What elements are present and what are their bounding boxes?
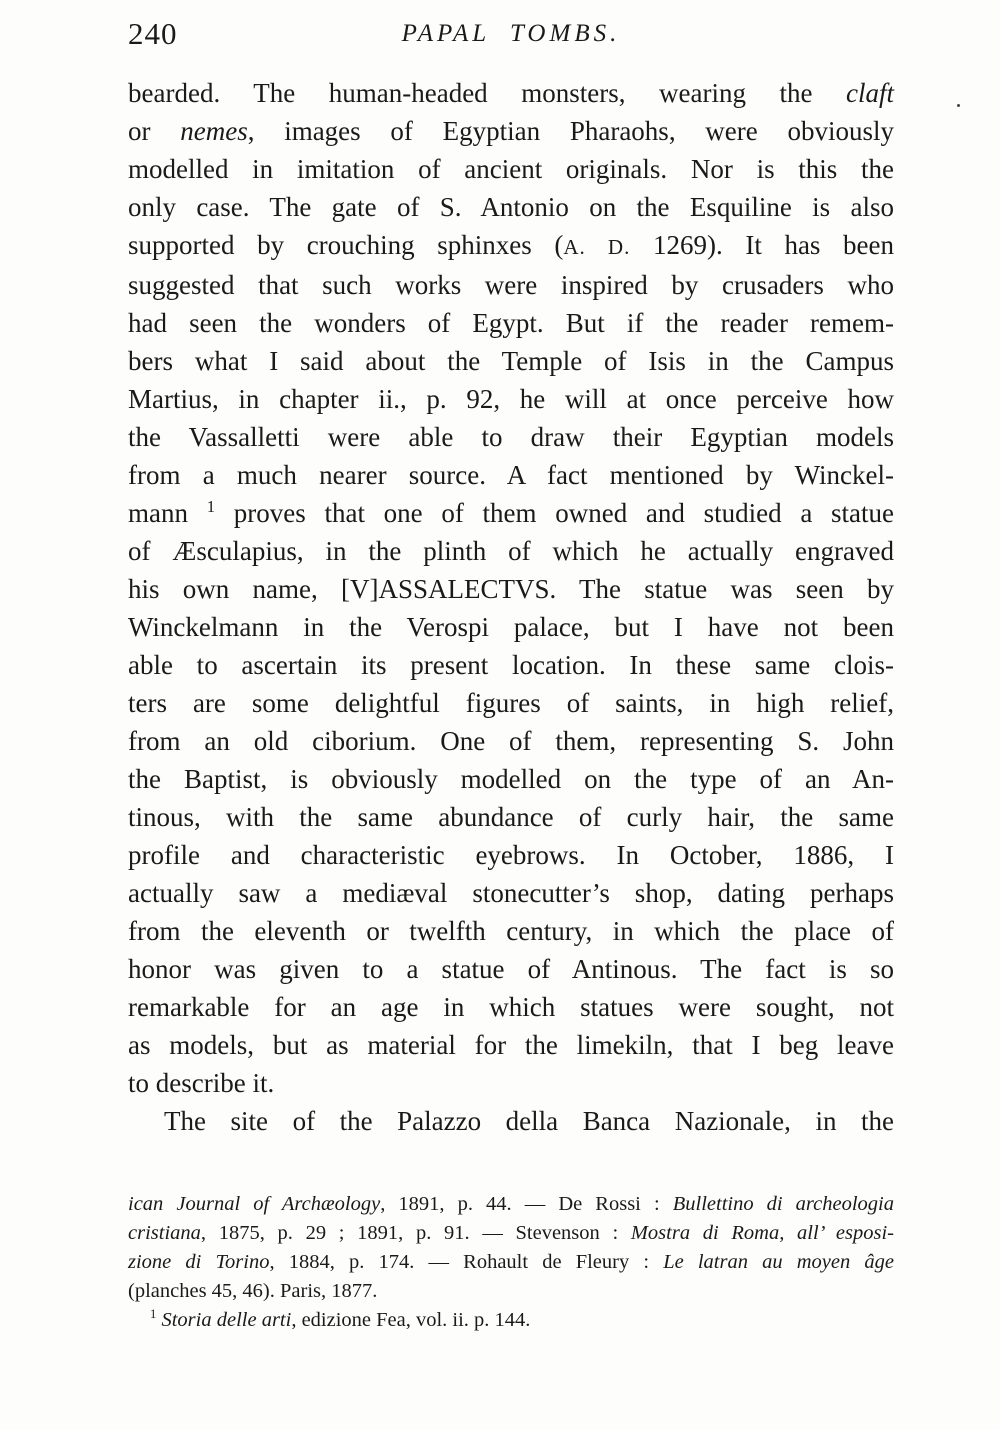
body-line: his own name, [V]ASSALECTVS. The statue was seen by [128, 574, 894, 604]
footnote-line: cristiana, 1875, p. 29 ; 1891, p. 91. — Stevenson : Mostra di Roma, all’ esposi- [128, 1222, 894, 1244]
body-line: bers what I said about the Temple of Isis in the Campus [128, 346, 894, 376]
body-line: profile and characteristic eyebrows. In October, 1886, I [128, 840, 894, 870]
body-line: to describe it. [128, 1068, 275, 1098]
body-line: or nemes, images of Egyptian Pharaohs, were obviously [128, 116, 894, 146]
body-line: supported by crouching sphinxes (A. D. 1269). It has been [128, 230, 895, 260]
page-header [128, 14, 894, 54]
body-line: had seen the wonders of Egypt. But if the reader remem- [128, 308, 894, 338]
body-line: mann $^1$ proves that one of them owned and studied a statue [128, 497, 894, 528]
body-line: suggested that such works were inspired by crusaders who [128, 270, 894, 300]
body-line: The site of the Palazzo della Banca Nazionale, in the [164, 1106, 894, 1136]
body-line: able to ascertain its present location. In these same clois- [128, 650, 894, 680]
body-line: only case. The gate of S. Antonio on the Esquiline is also [128, 192, 894, 222]
footnote-line: (planches 45, 46). Paris, 1877. [128, 1280, 378, 1302]
body-line: the Vassalletti were able to draw their Egyptian models [128, 422, 894, 452]
footnote-line: zione di Torino, 1884, p. 174. — Rohault de Fleury : Le latran au moyen âge [128, 1251, 894, 1273]
body-text [128, 74, 894, 1140]
body-line: honor was given to a statue of Antinous. The fact is so [128, 954, 894, 984]
page-number: 240 [128, 16, 178, 51]
body-line: modelled in imitation of ancient originals. Nor is this the [128, 154, 894, 184]
body-line: bearded. The human-headed monsters, wearing the claft [128, 78, 894, 108]
body-line: tinous, with the same abundance of curly hair, the same [128, 802, 894, 832]
body-line: from the eleventh or twelfth century, in which the place of [128, 916, 894, 946]
footnote-line: ican Journal of Archæology, 1891, p. 44. — De Rossi : Bullettino di archeologia [128, 1193, 894, 1215]
body-line: actually saw a mediæval stonecutter’s shop, dating perhaps [128, 878, 894, 908]
body-line: from an old ciborium. One of them, representing S. John [128, 726, 894, 756]
scan-speck [957, 104, 960, 107]
footnote-section [128, 1190, 894, 1335]
running-header: PAPAL TOMBS. [401, 20, 621, 47]
body-line: as models, but as material for the limekiln, that I beg leave [128, 1030, 894, 1060]
body-line: the Baptist, is obviously modelled on the type of an An- [128, 764, 894, 794]
body-line: ters are some delightful figures of saints, in high relief, [128, 688, 894, 718]
body-line: from a much nearer source. A fact mentioned by Winckel- [128, 460, 894, 490]
body-line: of Æsculapius, in the plinth of which he actually engraved [128, 536, 894, 566]
body-line: remarkable for an age in which statues were sought, not [128, 992, 894, 1022]
footnote-line: $^1$ Storia delle arti, edizione Fea, vol. ii. p. 144. [150, 1307, 531, 1331]
body-line: Winckelmann in the Verospi palace, but I have not been [128, 612, 894, 642]
body-line: Martius, in chapter ii., p. 92, he will at once perceive how [128, 384, 894, 414]
